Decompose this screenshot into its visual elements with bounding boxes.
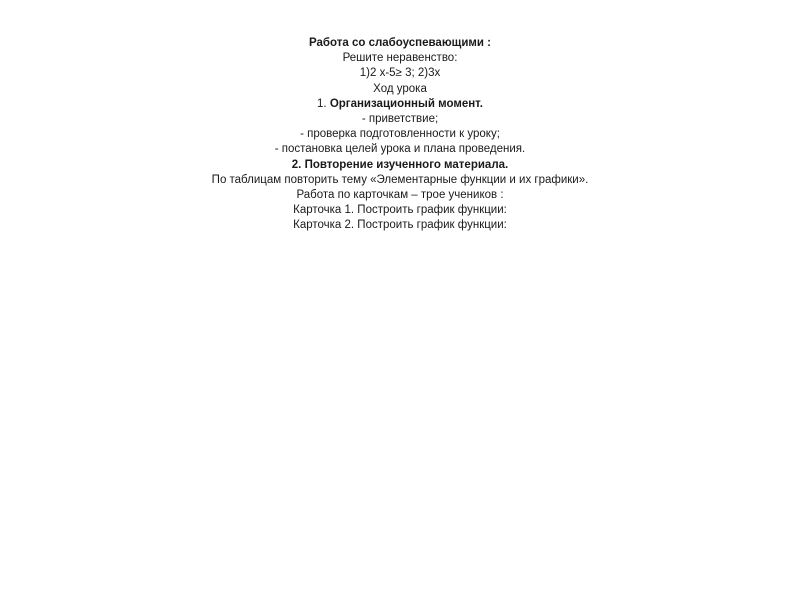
document-body: [0, 36, 800, 234]
cards-intro: Работа по карточкам – трое учеников :: [296, 189, 504, 202]
inequalities-text: 1)2 х-5≥ 3; 2)3х: [359, 67, 441, 80]
lesson-flow-title: Ход урока: [373, 82, 427, 95]
list-item: - постановка целей урока и плана проведения.: [274, 143, 526, 156]
card-item: Карточка 2. Построить график функции:: [293, 219, 507, 232]
section-2-title: 2. Повторение изученного материала.: [291, 158, 509, 171]
heading: Работа со слабоуспевающими :: [308, 37, 492, 49]
section-1-title: Организационный момент.: [329, 97, 483, 110]
list-item: - приветствие;: [361, 113, 439, 126]
task-text: Решите неравенство:: [342, 52, 458, 65]
section-1-number: 1.: [317, 97, 327, 110]
section-1: [0, 97, 800, 112]
card-item: Карточка 1. Построить график функции:: [293, 204, 507, 217]
review-text: По таблицам повторить тему «Элементарные функции и их графики».: [211, 173, 589, 186]
list-item: - проверка подготовленности к уроку;: [300, 128, 500, 141]
